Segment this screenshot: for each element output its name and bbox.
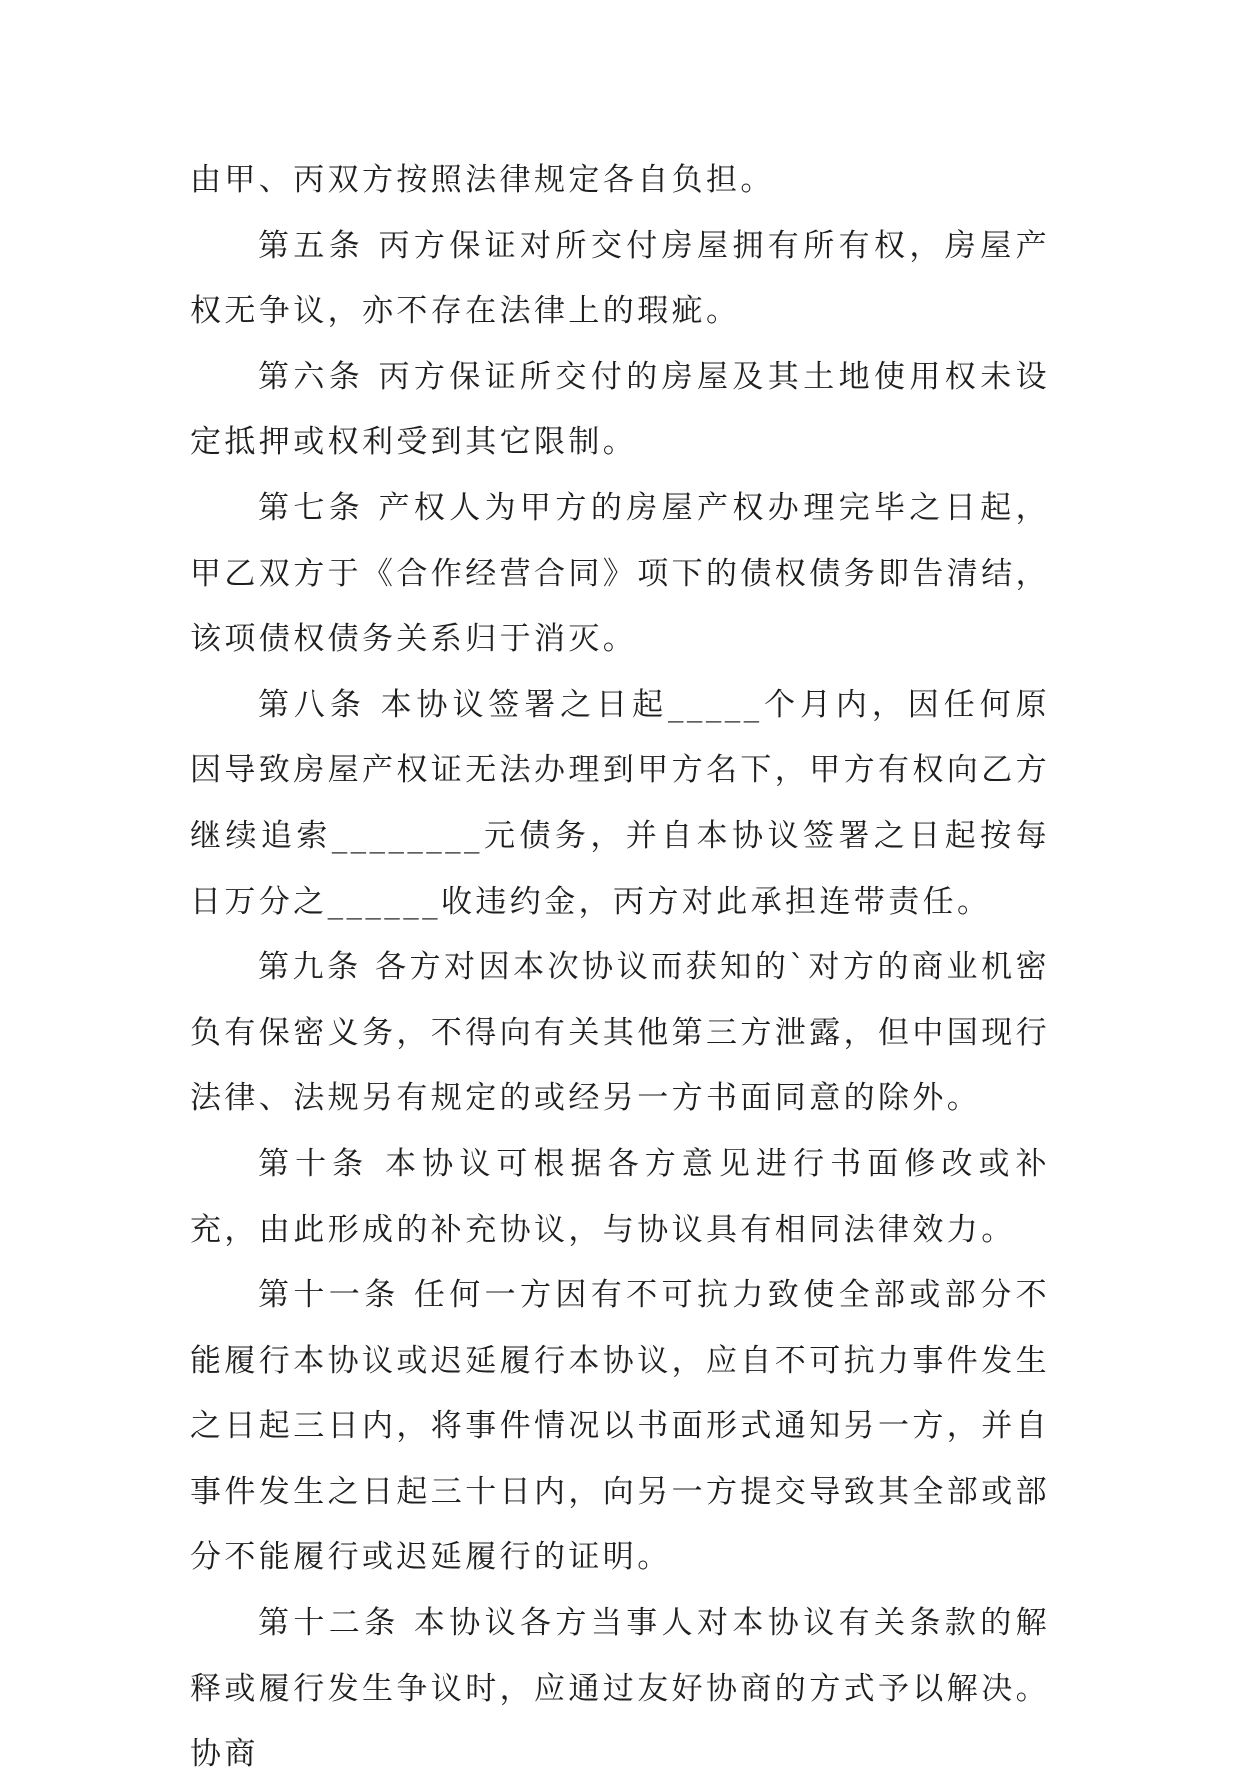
paragraph-article-10: 第十条 本协议可根据各方意见进行书面修改或补充，由此形成的补充协议，与协议具有相同法律效力。	[190, 1145, 1050, 1248]
paragraph-article-8: 第八条 本协议签署之日起_____个月内，因任何原因导致房屋产权证无法办理到甲方名下，甲方有权向乙方继续追索________元债务，并自本协议签署之日起按每日万分之______收违约金，丙方对此承担连带责任。	[190, 686, 1050, 920]
paragraph-article-11: 第十一条 任何一方因有不可抗力致使全部或部分不能履行本协议或迟延履行本协议，应自不可抗力事件发生之日起三日内，将事件情况以书面形式通知另一方，并自事件发生之日起三十日内，向另一方提交导致其全部或部分不能履行或迟延履行的证明。	[190, 1277, 1050, 1576]
paragraph-article-9: 第九条 各方对因本次协议而获知的`对方的商业机密负有保密义务，不得向有关其他第三方泄露，但中国现行法律、法规另有规定的或经另一方书面同意的除外。	[190, 949, 1050, 1117]
paragraph-article-7: 第七条 产权人为甲方的房屋产权办理完毕之日起，甲乙双方于《合作经营合同》项下的债权债务即告清结，该项债权债务关系归于消灭。	[190, 489, 1050, 658]
document-body	[190, 148, 1050, 1788]
paragraph-article-6: 第六条 丙方保证所交付的房屋及其土地使用权未设定抵押或权利受到其它限制。	[190, 358, 1050, 461]
paragraph-article-5: 第五条 丙方保证对所交付房屋拥有所有权，房屋产权无争议，亦不存在法律上的瑕疵。	[190, 227, 1050, 330]
paragraph-article-12: 第十二条 本协议各方当事人对本协议有关条款的解释或履行发生争议时，应通过友好协商的方式予以解决。协商	[190, 1605, 1050, 1773]
paragraph-continuation: 由甲、丙双方按照法律规定各自负担。	[190, 162, 775, 198]
